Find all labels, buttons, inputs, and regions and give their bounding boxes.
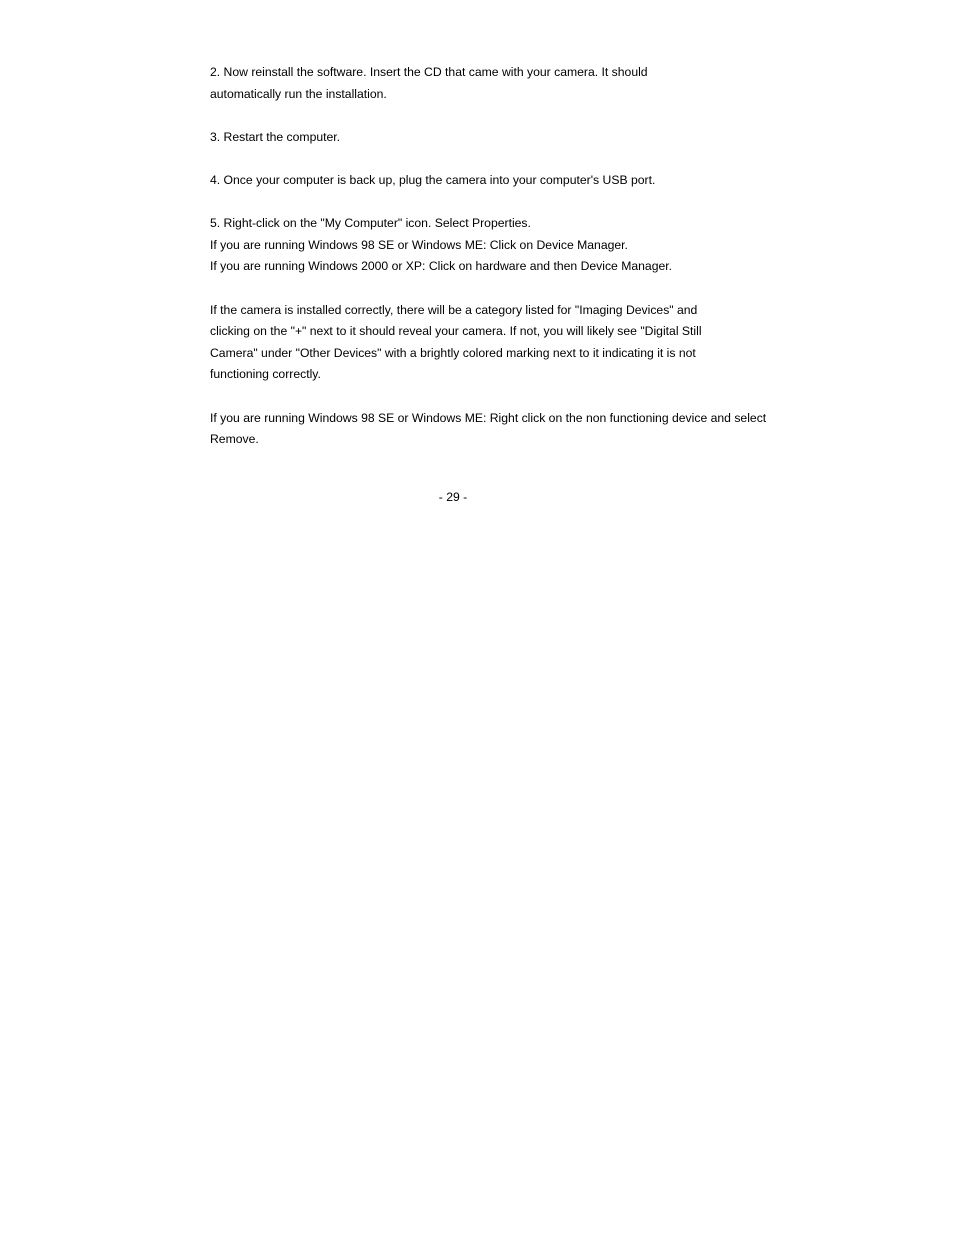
document-body <box>210 62 810 472</box>
step-5-paragraph <box>210 213 810 278</box>
text-line: 3. Restart the computer. <box>210 129 341 144</box>
text-line: 2. Now reinstall the software. Insert the CD that came with your camera. It should <box>210 65 648 79</box>
text-line: automatically run the installation. <box>210 86 387 101</box>
text-line: If you are running Windows 98 SE or Windows ME: Click on Device Manager. <box>210 237 628 252</box>
text-line: If the camera is installed correctly, there will be a category listed for "Imaging Devices" and <box>210 302 698 317</box>
step-3-paragraph <box>210 127 810 149</box>
text-line: functioning correctly. <box>210 367 321 382</box>
text-line: clicking on the "+" next to it should reveal your camera. If not, you will likely see "Digital Still <box>210 324 702 339</box>
text-line: 5. Right-click on the "My Computer" icon. Select Properties. <box>210 216 531 231</box>
remove-device-paragraph <box>210 408 810 451</box>
text-line: If you are running Windows 98 SE or Windows ME: Right click on the non functioning device and select <box>210 410 767 425</box>
text-line: Camera" under "Other Devices" with a brightly colored marking next to it indicating it is not <box>210 345 696 360</box>
page-number: - 29 - <box>438 490 468 504</box>
text-line: Remove. <box>210 432 259 447</box>
text-line: 4. Once your computer is back up, plug the camera into your computer's USB port. <box>210 172 656 187</box>
step-4-paragraph <box>210 170 810 192</box>
text-line: If you are running Windows 2000 or XP: Click on hardware and then Device Manager. <box>210 259 673 274</box>
step-2-paragraph <box>210 62 810 105</box>
install-check-paragraph <box>210 300 810 386</box>
